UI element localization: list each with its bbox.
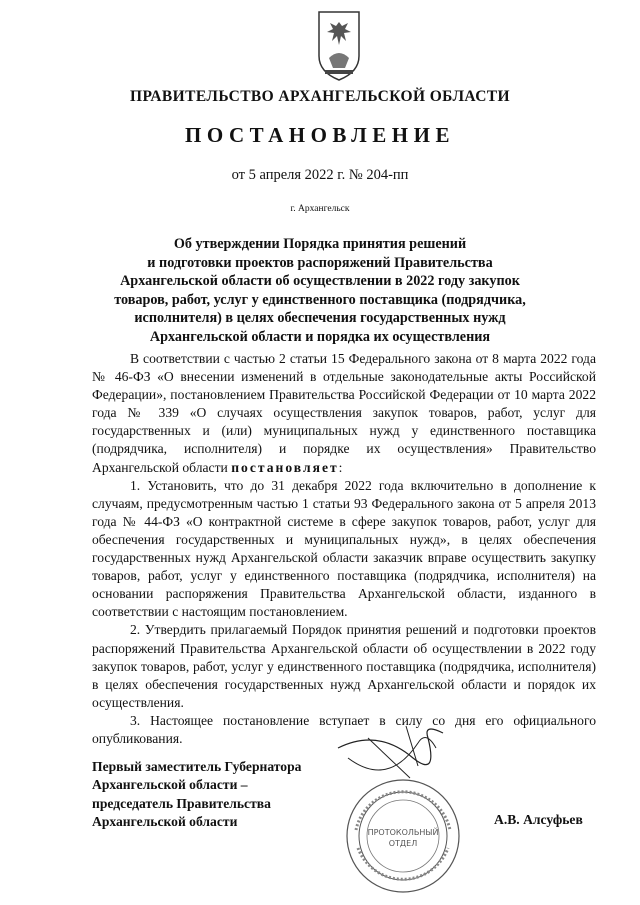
title-line: Об утверждении Порядка принятия решений [173, 236, 467, 252]
title-line: Архангельской области об осуществлении в 2022 году закупок [120, 273, 520, 290]
title-line: товаров, работ, услуг у единственного поставщика (подрядчика, [114, 291, 526, 308]
document-body [92, 350, 596, 748]
signatory-name: А.В. Алсуфьев [494, 812, 583, 827]
preamble-paragraph [92, 350, 596, 477]
document-date-number: от 5 апреля 2022 г. № 204-пп [231, 167, 409, 183]
decision-colon: : [338, 459, 343, 475]
position-line: Архангельской области – [92, 777, 248, 793]
title-line: исполнителя) в целях обеспечения государственных нужд [134, 310, 506, 327]
position-line: Первый заместитель Губернатора [92, 759, 302, 774]
decision-word: постановляет [231, 459, 339, 475]
stamp-center-line1: ПРОТОКОЛЬНЫЙ [367, 828, 439, 837]
signatory-position [92, 758, 301, 832]
title-line: и подготовки проектов распоряжений Правительства [147, 254, 493, 271]
item-paragraph-3: 3. Настоящее постановление вступает в силу со дня его официального опубликования. [92, 712, 596, 746]
position-line: Архангельской области [92, 814, 238, 830]
organization-name: ПРАВИТЕЛЬСТВО АРХАНГЕЛЬСКОЙ ОБЛАСТИ [129, 88, 510, 105]
item-paragraph-1: 1. Установить, что до 31 декабря 2022 года включительно в дополнение к случаям, предусмотренным частью 1 статьи 93 Федерального закона от 5 апреля 2013 года № 44-ФЗ «О контрактной системе в сфере закупок товаров, работ, услуг для обеспечения государственных и муниципальных нужд», в целях обеспечения государственных нужд Архангельской области заказчик вправе осуществить закупку товаров, работ, услуг у единственного поставщика (подрядчика, исполнителя) на основании распоряжения Правительства Архангельской области, изданного в соответствии с настоящим постановлением. [92, 477, 596, 620]
preamble-text: В соответствии с частью 2 статьи 15 Федерального закона от 8 марта 2022 года № 46-ФЗ «О внесении изменений в отдельные законодательные акты Российской Федерации», постановлением Правительства Российской Федерации от 10 марта 2022 года № 339 «О случаях осуществления закупок товаров, работ, услуг для государственных и (или) муниципальных нужд у единственного поставщика (подрядчика, исполнителя) и порядке их осуществления» Правительство Архангельской области [92, 351, 596, 475]
official-stamp-icon [318, 718, 468, 896]
position-line: председатель Правительства [92, 795, 271, 811]
title-line: Архангельской области и порядка их осуществления [149, 328, 491, 345]
item-paragraph-2: 2. Утвердить прилагаемый Порядок принятия решений и подготовки проектов распоряжений Правительства Архангельской области об осуществлении в 2022 году закупок товаров, работ, услуг у единственного поставщика (подрядчика, исполнителя) в целях обеспечения государственных нужд Архангельской области и порядок их осуществления. [92, 622, 596, 710]
document-type: ПОСТАНОВЛЕНИЕ [185, 123, 455, 147]
arkhangelsk-coat-of-arms-icon [315, 8, 363, 84]
stamp-center-line2: ОТДЕЛ [388, 839, 418, 848]
document-title [110, 235, 530, 347]
document-city: г. Архангельск [290, 204, 350, 214]
